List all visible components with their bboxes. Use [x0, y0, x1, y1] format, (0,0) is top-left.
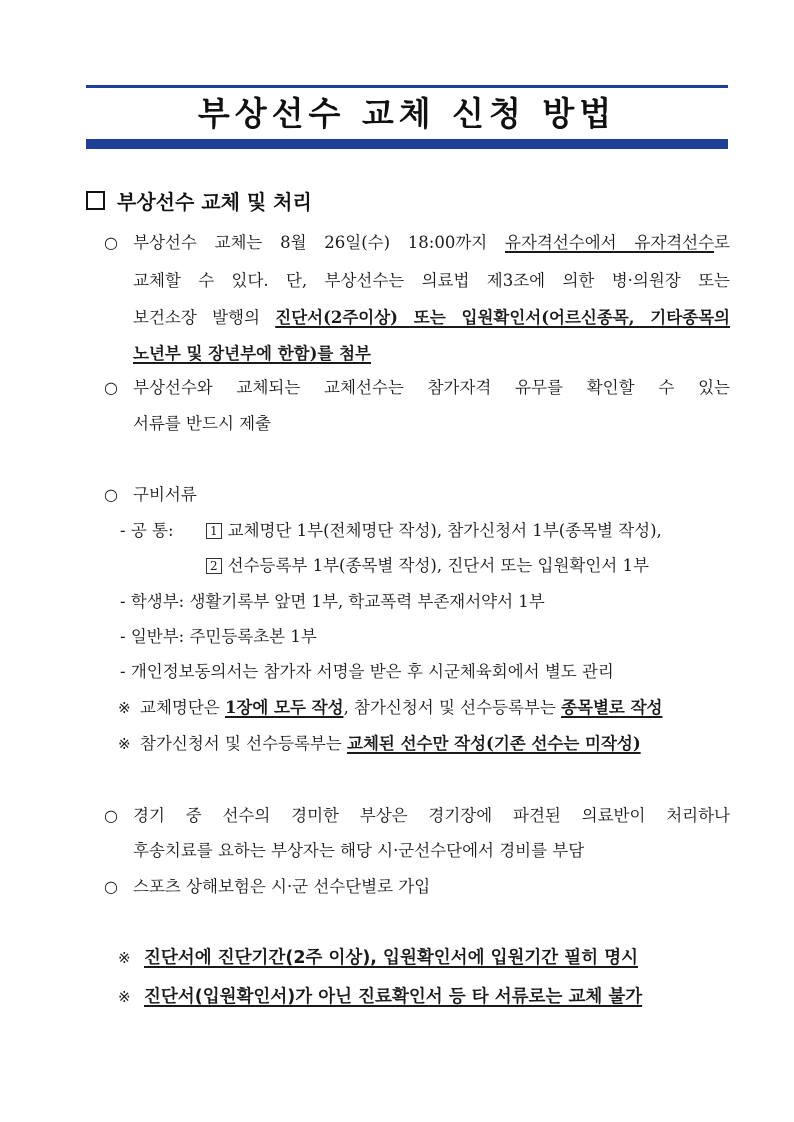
bullet-circle-icon: ○: [104, 378, 118, 397]
reference-mark-icon: ※: [118, 735, 131, 753]
p2-line-1: 부상선수와 교체되는 교체선수는 참가자격 유무를 확인할 수 있는: [133, 378, 730, 397]
docs-student: - 학생부: 생활기록부 앞면 1부, 학교폭력 부존재서약서 1부: [120, 592, 545, 611]
page-title: 부상선수 교체 신청 방법: [197, 94, 617, 133]
p1-line-4: 노년부 및 장년부에 한함)를 첨부: [133, 344, 371, 363]
checkbox-square-icon: [86, 191, 105, 210]
p1-line-1: 부상선수 교체는 8월 26일(수) 18:00까지 유자격선수에서 유자격선수로: [133, 233, 730, 252]
docs-common-item-2: 2 선수등록부 1부(종목별 작성), 진단서 또는 입원확인서 1부: [206, 555, 649, 577]
docs-general: - 일반부: 주민등록초본 1부: [120, 627, 317, 646]
title-rule-bottom: [86, 139, 728, 149]
p3-line-2: 후송치료를 요하는 부상자는 해당 시·군선수단에서 경비를 부담: [133, 841, 585, 860]
bullet-circle-icon: ○: [104, 806, 118, 825]
section-heading-text: 부상선수 교체 및 처리: [117, 190, 312, 214]
docs-heading: 구비서류: [133, 485, 197, 504]
docs-note-2: ※ 참가신청서 및 선수등록부는 교체된 선수만 작성(기존 선수는 미작성): [118, 734, 641, 753]
p4-line-1: 스포츠 상해보험은 시·군 선수단별로 가입: [133, 877, 431, 896]
docs-common-item-1: 1 교체명단 1부(전체명단 작성), 참가신청서 1부(종목별 작성),: [206, 520, 662, 542]
p1-line-2: 교체할 수 있다. 단, 부상선수는 의료법 제3조에 의한 병·의원장 또는: [133, 271, 730, 290]
docs-common-label: - 공 통:: [120, 521, 174, 540]
bullet-circle-icon: ○: [104, 877, 118, 896]
p3-line-1: 경기 중 선수의 경미한 부상은 경기장에 파견된 의료반이 처리하나: [133, 806, 730, 825]
title-rule-top: [86, 85, 728, 88]
p1-line-3: 보건소장 발행의 진단서(2주이상) 또는 입원확인서(어르신종목, 기타종목의: [133, 308, 730, 327]
bullet-circle-icon: ○: [104, 233, 118, 252]
reference-mark-icon: ※: [118, 988, 131, 1006]
bottom-note-1: ※ 진단서에 진단기간(2주 이상), 입원확인서에 입원기간 필히 명시: [118, 948, 638, 968]
docs-privacy: - 개인정보동의서는 참가자 서명을 받은 후 시군체육회에서 별도 관리: [120, 662, 614, 681]
docs-note-1: ※ 교체명단은 1장에 모두 작성, 참가신청서 및 선수등록부는 종목별로 작성: [118, 698, 663, 717]
reference-mark-icon: ※: [118, 699, 131, 717]
section-heading: [86, 186, 312, 215]
bottom-note-2: ※ 진단서(입원확인서)가 아닌 진료확인서 등 타 서류로는 교체 불가: [118, 987, 643, 1007]
reference-mark-icon: ※: [118, 949, 131, 967]
p2-line-2: 서류를 반드시 제출: [133, 414, 272, 433]
bullet-circle-icon: ○: [104, 485, 118, 504]
